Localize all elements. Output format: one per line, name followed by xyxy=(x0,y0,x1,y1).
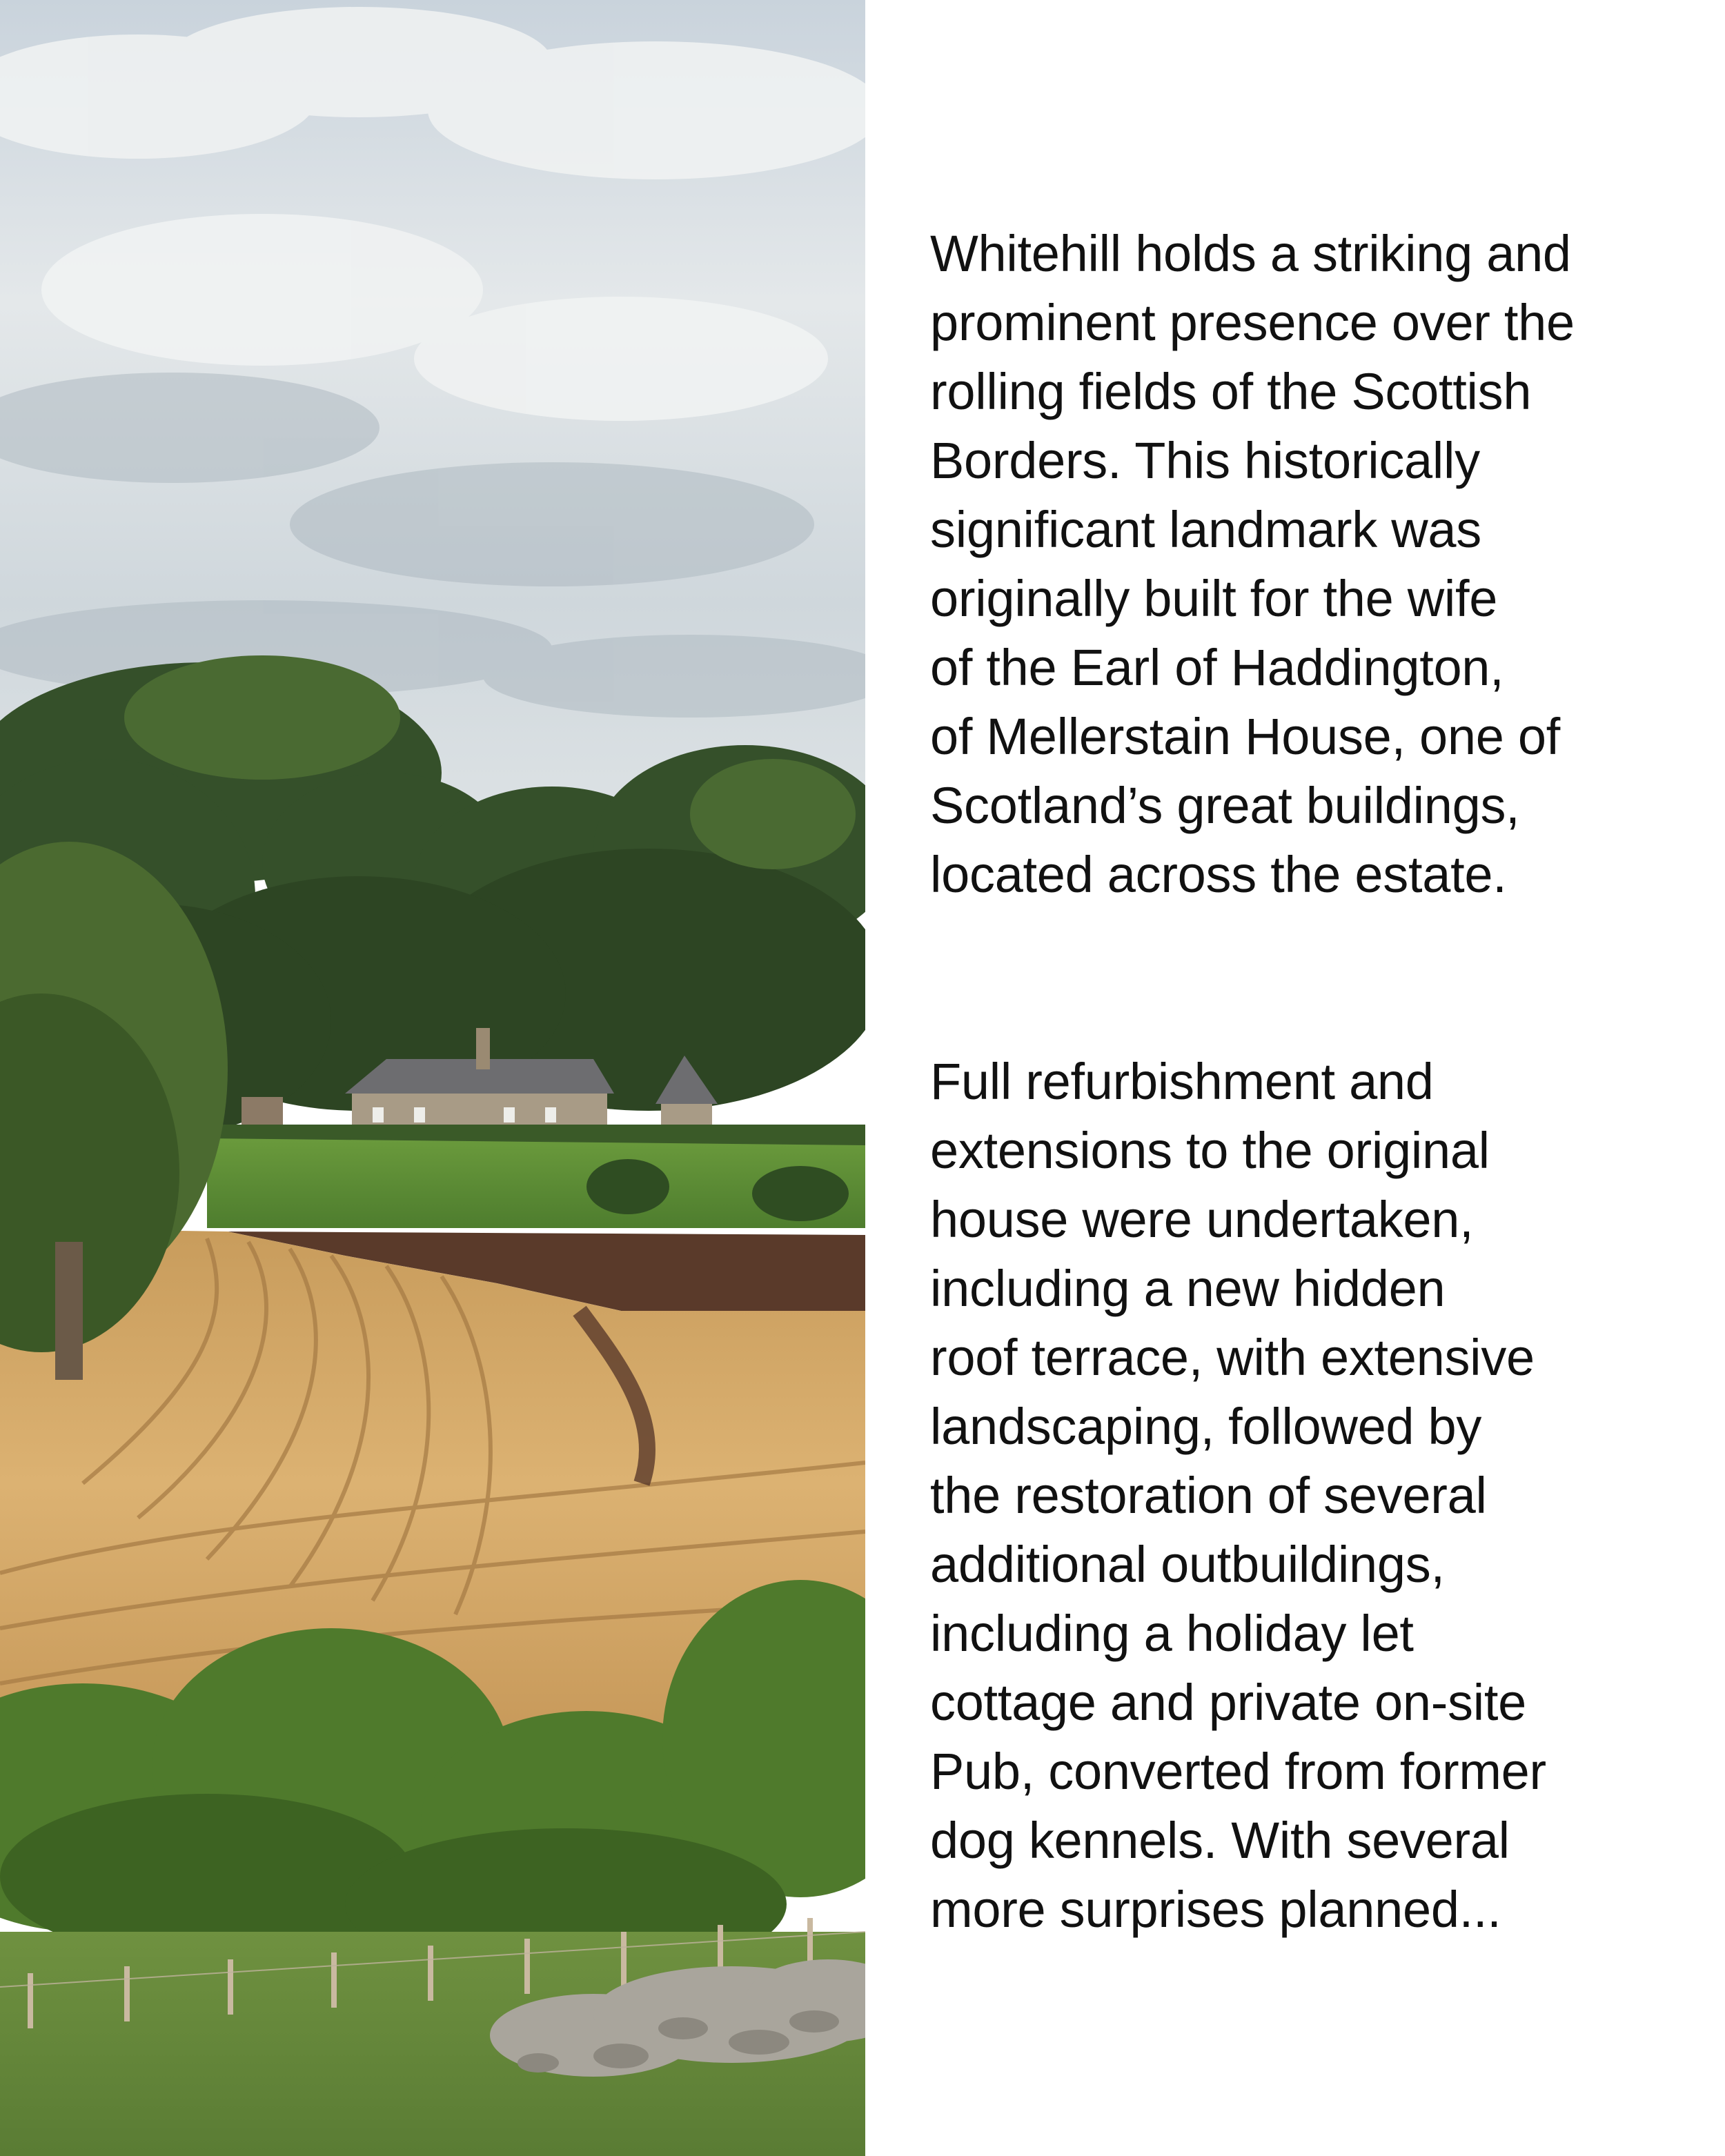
text-line: of the Earl of Haddington, xyxy=(930,639,1504,696)
text-line: Scotland’s great buildings, xyxy=(930,777,1520,834)
text-line: including a new hidden xyxy=(930,1260,1446,1317)
text-line: extensions to the original xyxy=(930,1122,1490,1179)
text-line: cottage and private on-site xyxy=(930,1674,1527,1731)
text-line: originally built for the wife xyxy=(930,570,1498,627)
text-line: house were undertaken, xyxy=(930,1191,1474,1248)
body-text xyxy=(930,219,1689,1944)
text-line: roof terrace, with extensive xyxy=(930,1329,1535,1386)
text-line: landscaping, followed by xyxy=(930,1398,1482,1455)
text-line: more surprises planned... xyxy=(930,1881,1501,1938)
text-line: dog kennels. With several xyxy=(930,1812,1510,1869)
text-line: Borders. This historically xyxy=(930,432,1480,489)
paragraph-refurbishment xyxy=(930,1047,1689,1944)
text-line: prominent presence over the xyxy=(930,294,1575,351)
text-line: Full refurbishment and xyxy=(930,1053,1434,1110)
text-line: additional outbuildings, xyxy=(930,1536,1445,1593)
text-line: significant landmark was xyxy=(930,501,1481,558)
text-line: located across the estate. xyxy=(930,846,1507,903)
text-line: Whitehill holds a striking and xyxy=(930,225,1571,282)
text-line: the restoration of several xyxy=(930,1467,1487,1524)
text-line: Pub, converted from former xyxy=(930,1743,1546,1800)
text-line: rolling fields of the Scottish xyxy=(930,363,1532,420)
text-line: of Mellerstain House, one of xyxy=(930,708,1560,765)
text-line: including a holiday let xyxy=(930,1605,1414,1662)
paragraph-history xyxy=(930,219,1689,909)
